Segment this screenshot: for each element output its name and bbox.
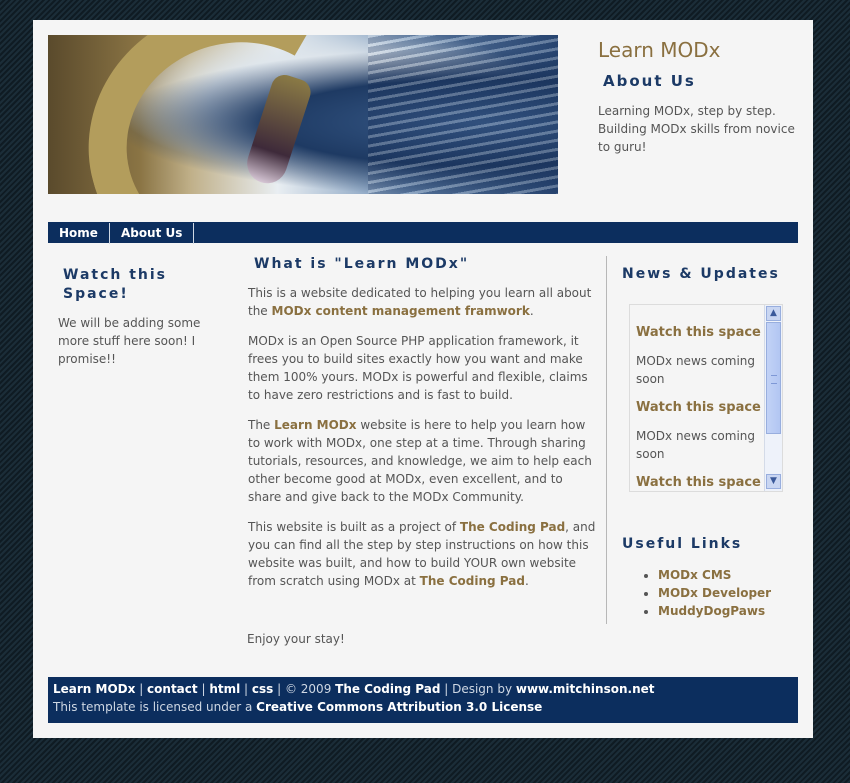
enjoy-text: Enjoy your stay!	[247, 632, 345, 646]
useful-links-list	[622, 566, 771, 620]
link-muddydogpaws[interactable]: MuddyDogPaws	[658, 604, 766, 618]
main-content	[248, 256, 596, 602]
footer	[48, 677, 798, 723]
link-modx-developer[interactable]: MODx Developer	[658, 586, 772, 600]
news-scroll-box[interactable]	[629, 304, 783, 492]
footer-line-1: Learn MODx | contact | html | css | © 2009 The Coding Pad | Design by www.mitchinson.net	[53, 682, 655, 696]
footer-css-link[interactable]: css	[251, 682, 274, 696]
nav-item-about-us[interactable]: About Us	[110, 223, 194, 244]
link-modx-cms[interactable]: MODx CMS	[658, 568, 732, 582]
column-divider	[606, 256, 607, 624]
scroll-up-icon[interactable]: ▲	[766, 306, 781, 321]
scroll-thumb[interactable]	[766, 322, 781, 434]
footer-license-text: This template is licensed under a	[53, 700, 257, 714]
footer-contact-link[interactable]: contact	[147, 682, 198, 696]
left-title: Watch this Space!	[63, 267, 168, 302]
news-item-title: Watch this space	[636, 325, 761, 340]
modx-framework-link[interactable]: MODx content management framwork	[271, 304, 530, 318]
main-title: What is "Learn MODx"	[254, 256, 470, 272]
news-item-title: Watch this space	[636, 475, 761, 490]
scroll-down-icon[interactable]: ▼	[766, 474, 781, 489]
paragraph-4: This website is built as a project of The Coding Pad, and you can find all the step by step instructions on how this website was built, and how to build YOUR own website from scratch using MODx at The Coding Pad.	[248, 520, 596, 588]
footer-license-link[interactable]: Creative Commons Attribution 3.0 License	[256, 700, 543, 714]
news-item-title: Watch this space	[636, 400, 761, 415]
footer-designer-link[interactable]: www.mitchinson.net	[515, 682, 655, 696]
main-nav	[48, 222, 798, 243]
about-text: Learning MODx, step by step. Building MODx skills from novice to guru!	[598, 104, 795, 154]
footer-company-link[interactable]: The Coding Pad	[335, 682, 441, 696]
list-item	[658, 566, 771, 584]
learn-modx-link[interactable]: Learn MODx	[274, 418, 357, 432]
left-sidebar	[58, 266, 228, 368]
left-text: We will be adding some more stuff here soon! I promise!!	[58, 316, 201, 366]
footer-design-label: | Design by	[440, 682, 516, 696]
paragraph-1: This is a website dedicated to helping you learn all about the MODx content management framwork.	[248, 286, 592, 318]
nav-item-home[interactable]: Home	[48, 223, 110, 244]
coding-pad-link-2[interactable]: The Coding Pad	[419, 574, 525, 588]
header-banner-image	[48, 35, 558, 194]
list-item	[658, 584, 771, 602]
news-scrollbar[interactable]	[764, 305, 782, 491]
right-sidebar	[622, 266, 802, 618]
news-item-text: MODx news coming soon	[636, 354, 756, 386]
footer-copyright: | © 2009	[273, 682, 336, 696]
footer-site-link[interactable]: Learn MODx	[53, 682, 136, 696]
footer-html-link[interactable]: html	[209, 682, 241, 696]
paragraph-2: MODx is an Open Source PHP application framework, it frees you to build sites exactly how you want and make them 100% yours. MODx is powerful and flexible, claims to have zero restrictions and is fast to build.	[248, 334, 588, 402]
paragraph-3: The Learn MODx website is here to help you learn how to work with MODx, one step at a time. Through sharing tutorials, resources, and knowledge, we aim to help each other become good at MODx, even excellent, and to share and give back to the MODx Community.	[248, 418, 592, 504]
list-item	[658, 602, 771, 620]
about-title: About Us	[603, 72, 696, 90]
footer-line-2	[53, 700, 542, 714]
page-container	[33, 20, 813, 738]
site-title[interactable]: Learn MODx	[598, 38, 721, 62]
news-title: News & Updates	[622, 266, 780, 282]
coding-pad-link[interactable]: The Coding Pad	[459, 520, 566, 534]
news-item-text: MODx news coming soon	[636, 429, 756, 461]
useful-links-title: Useful Links	[622, 536, 743, 552]
